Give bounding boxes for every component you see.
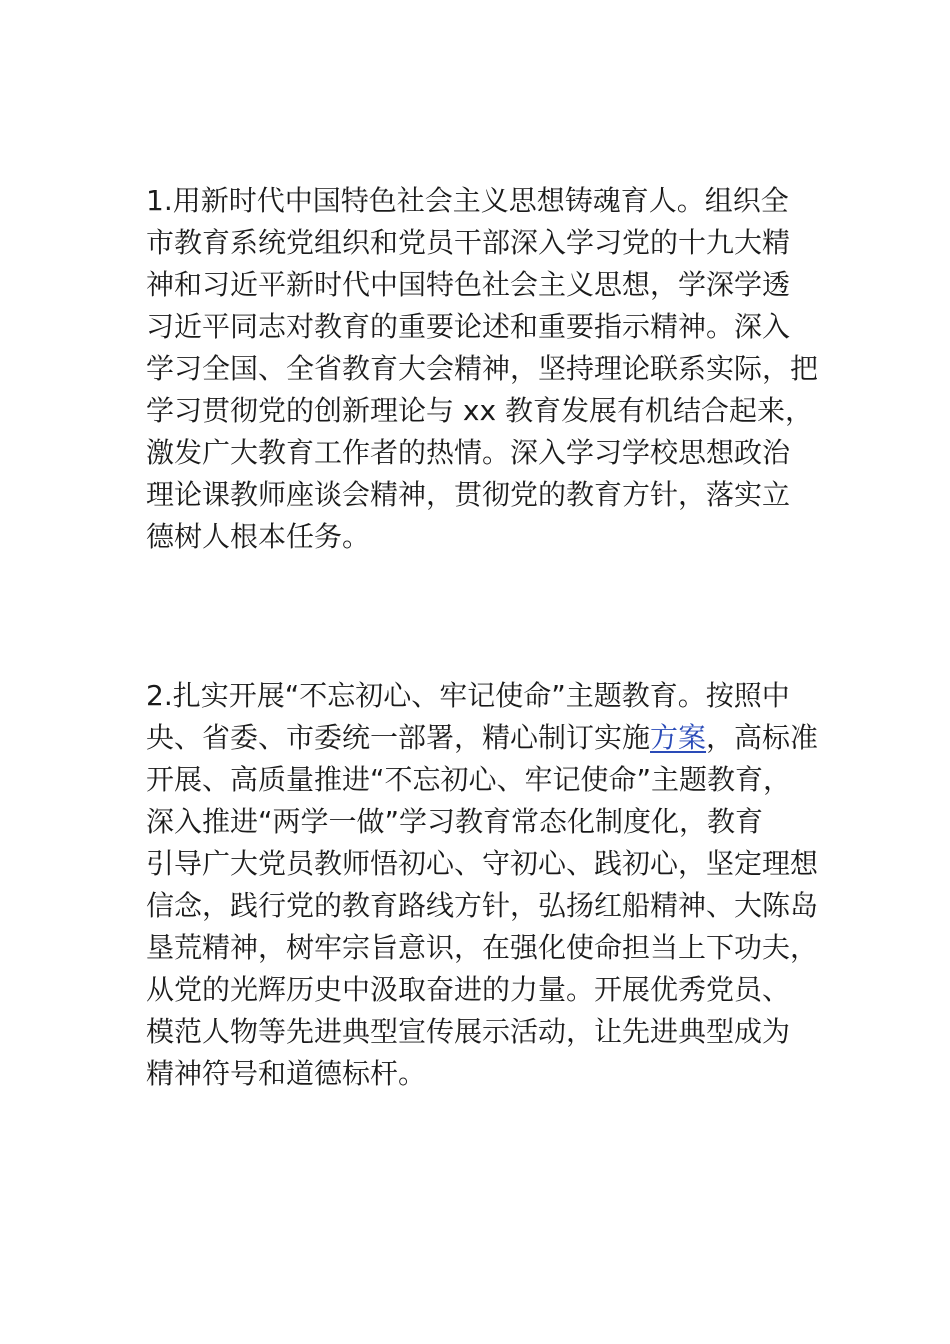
text-line: 模范人物等先进典型宣传展示活动，让先进典型成为 bbox=[146, 1015, 791, 1048]
text-line: 习近平同志对教育的重要论述和重要指示精神。深入 bbox=[146, 310, 791, 343]
text-line: 开展、高质量推进“不忘初心、牢记使命”主题教育， bbox=[146, 763, 792, 796]
text-line: 信念，践行党的教育路线方针，弘扬红船精神、大陈岛 bbox=[146, 889, 819, 922]
text-line: 市教育系统党组织和党员干部深入学习党的十九大精 bbox=[146, 226, 791, 259]
text-line: 垦荒精神，树牢宗旨意识，在强化使命担当上下功夫， bbox=[146, 931, 819, 964]
text-segment: 央、省委、市委统一部署，精心制订实施 bbox=[146, 721, 651, 754]
text-line: 从党的光辉历史中汲取奋进的力量。开展优秀党员、 bbox=[146, 973, 791, 1006]
text-line-with-link bbox=[146, 717, 819, 759]
text-line: 2.扎实开展“不忘初心、牢记使命”主题教育。按照中 bbox=[146, 679, 790, 712]
text-line: 德树人根本任务。 bbox=[146, 520, 371, 553]
text-line: 激发广大教育工作者的热情。深入学习学校思想政治 bbox=[146, 436, 791, 469]
text-segment: ，高标准 bbox=[706, 721, 819, 754]
paragraph-2 bbox=[146, 675, 819, 1095]
text-line: 学习贯彻党的创新理论与 xx 教育发展有机结合起来， bbox=[146, 394, 813, 427]
plan-link[interactable]: 方案 bbox=[650, 721, 707, 754]
text-line: 深入推进“两学一做”学习教育常态化制度化，教育 bbox=[146, 805, 764, 838]
text-line: 引导广大党员教师悟初心、守初心、践初心，坚定理想 bbox=[146, 847, 819, 880]
paragraph-1 bbox=[146, 180, 819, 558]
text-line: 理论课教师座谈会精神，贯彻党的教育方针，落实立 bbox=[146, 478, 791, 511]
text-line: 1.用新时代中国特色社会主义思想铸魂育人。组织全 bbox=[146, 184, 789, 217]
text-line: 精神符号和道德标杆。 bbox=[146, 1057, 427, 1090]
text-line: 学习全国、全省教育大会精神，坚持理论联系实际，把 bbox=[146, 352, 819, 385]
text-line: 神和习近平新时代中国特色社会主义思想，学深学透 bbox=[146, 268, 791, 301]
